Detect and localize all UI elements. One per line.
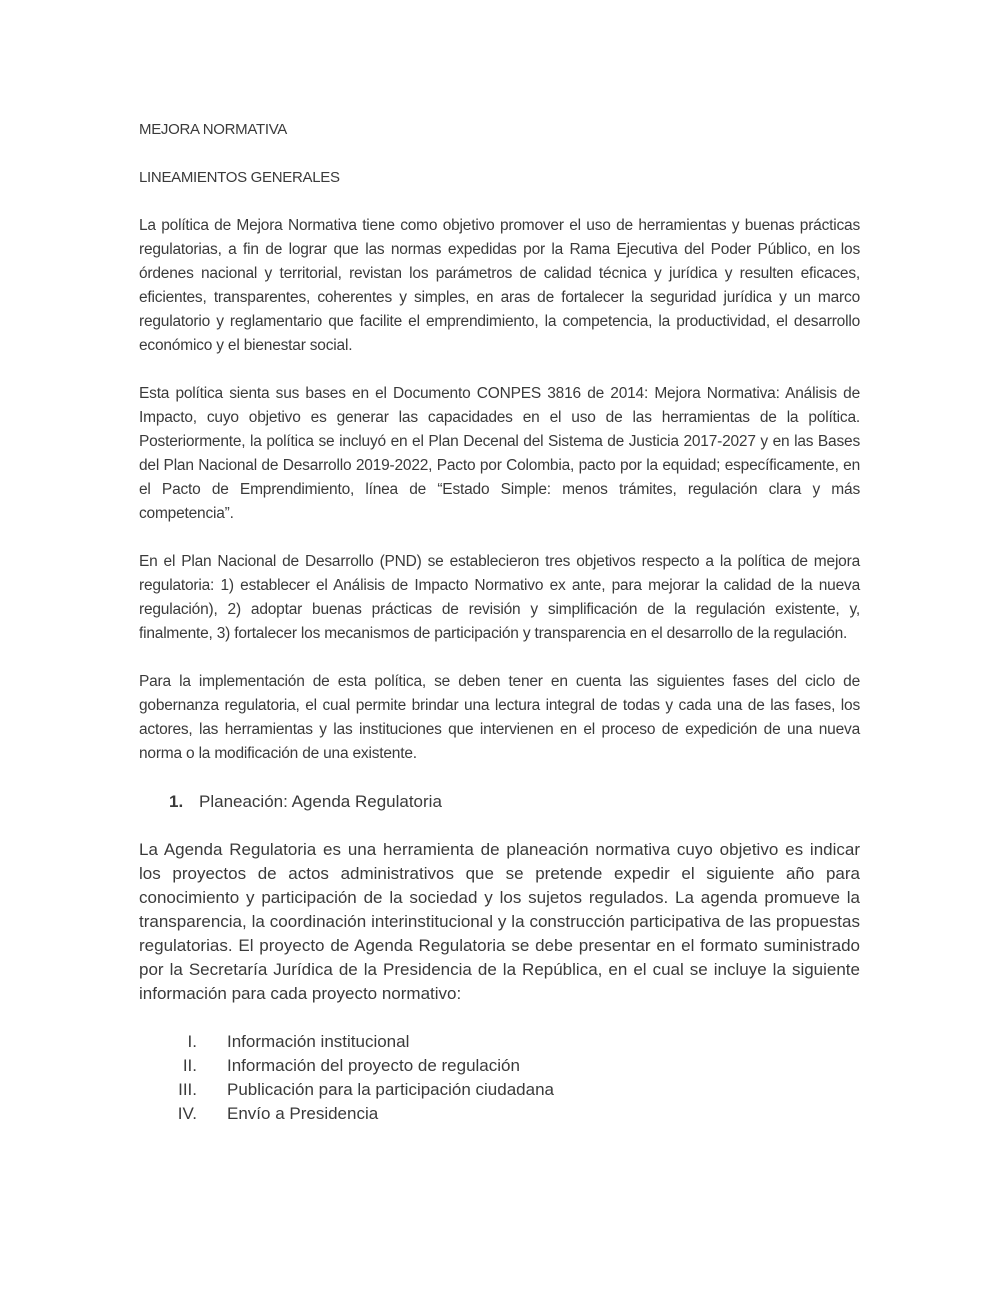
list-item-text: Envío a Presidencia — [227, 1104, 379, 1123]
list-item-number: I. — [187, 1032, 197, 1051]
list-item — [139, 1030, 860, 1054]
info-list — [139, 1030, 860, 1126]
paragraph-pnd: En el Plan Nacional de Desarrollo (PND) se establecieron tres objetivos respecto a la política de mejora regulatoria: 1) establecer el Análisis de Impacto Normativo ex ante, para mejorar la calidad de la nueva regulación), 2) adoptar buenas prácticas de revisión y simplificación de la regulación existente, y, finalmente, 3) fortalecer los mecanismos de participación y transparencia en el desarrollo de la regulación. — [139, 553, 860, 642]
section-heading-text: Planeación: Agenda Regulatoria — [199, 792, 442, 811]
list-item-text: Publicación para la participación ciudadana — [227, 1080, 554, 1099]
paragraph-agenda: La Agenda Regulatoria es una herramienta de planeación normativa cuyo objetivo es indicar los proyectos de actos administrativos que se pretende expedir el siguiente año para conocimiento y participación de la sociedad y los sujetos regulados. La agenda promueve la transparencia, la coordinación interinstitucional y la construcción participativa de las propuestas regulatorias. El proyecto de Agenda Regulatoria se debe presentar en el formato suministrado por la Secretaría Jurídica de la Presidencia de la República, en el cual se incluye la siguiente información para cada proyecto normativo: — [139, 840, 860, 1003]
list-item-number: II. — [182, 1056, 197, 1075]
list-item-text: Información institucional — [227, 1032, 410, 1051]
document-page — [139, 118, 860, 1126]
list-item — [139, 1054, 860, 1078]
list-item — [139, 1078, 860, 1102]
list-item-number: IV. — [177, 1104, 197, 1123]
paragraph-bases: Esta política sienta sus bases en el Documento CONPES 3816 de 2014: Mejora Normativa: Análisis de Impacto, cuyo objetivo es generar las capacidades en el uso de las herramientas de la política. Posteriormente, la política se incluyó en el Plan Decenal del Sistema de Justicia 2017-2027 y en las Bases del Plan Nacional de Desarrollo 2019-2022, Pacto por Colombia, pacto por la equidad; específicamente, en el Pacto de Emprendimiento, línea de “Estado Simple: menos trámites, regulación clara y más competencia”. — [139, 385, 860, 522]
paragraph-objetivo: La política de Mejora Normativa tiene como objetivo promover el uso de herramientas y buenas prácticas regulatorias, a fin de lograr que las normas expedidas por la Rama Ejecutiva del Poder Público, en los órdenes nacional y territorial, revistan los parámetros de calidad técnica y jurídica y resulten eficaces, eficientes, transparentes, coherentes y simples, en aras de fortalecer la seguridad jurídica y un marco regulatorio y reglamentario que facilite el emprendimiento, la competencia, la productividad, el desarrollo económico y el bienestar social. — [139, 217, 860, 354]
document-title: MEJORA NORMATIVA — [139, 121, 287, 138]
list-item — [139, 1102, 860, 1126]
list-item-number: III. — [178, 1080, 197, 1099]
section-number: 1. — [169, 792, 184, 811]
list-item-text: Información del proyecto de regulación — [227, 1056, 520, 1075]
document-subtitle: LINEAMIENTOS GENERALES — [139, 169, 340, 186]
paragraph-implementacion: Para la implementación de esta política, se deben tener en cuenta las siguientes fases del ciclo de gobernanza regulatoria, el cual permite brindar una lectura integral de todas y cada una de las fases, los actores, las herramientas y las instituciones que intervienen en el proceso de expedición de una nueva norma o la modificación de una existente. — [139, 673, 860, 762]
section-heading — [139, 790, 860, 814]
